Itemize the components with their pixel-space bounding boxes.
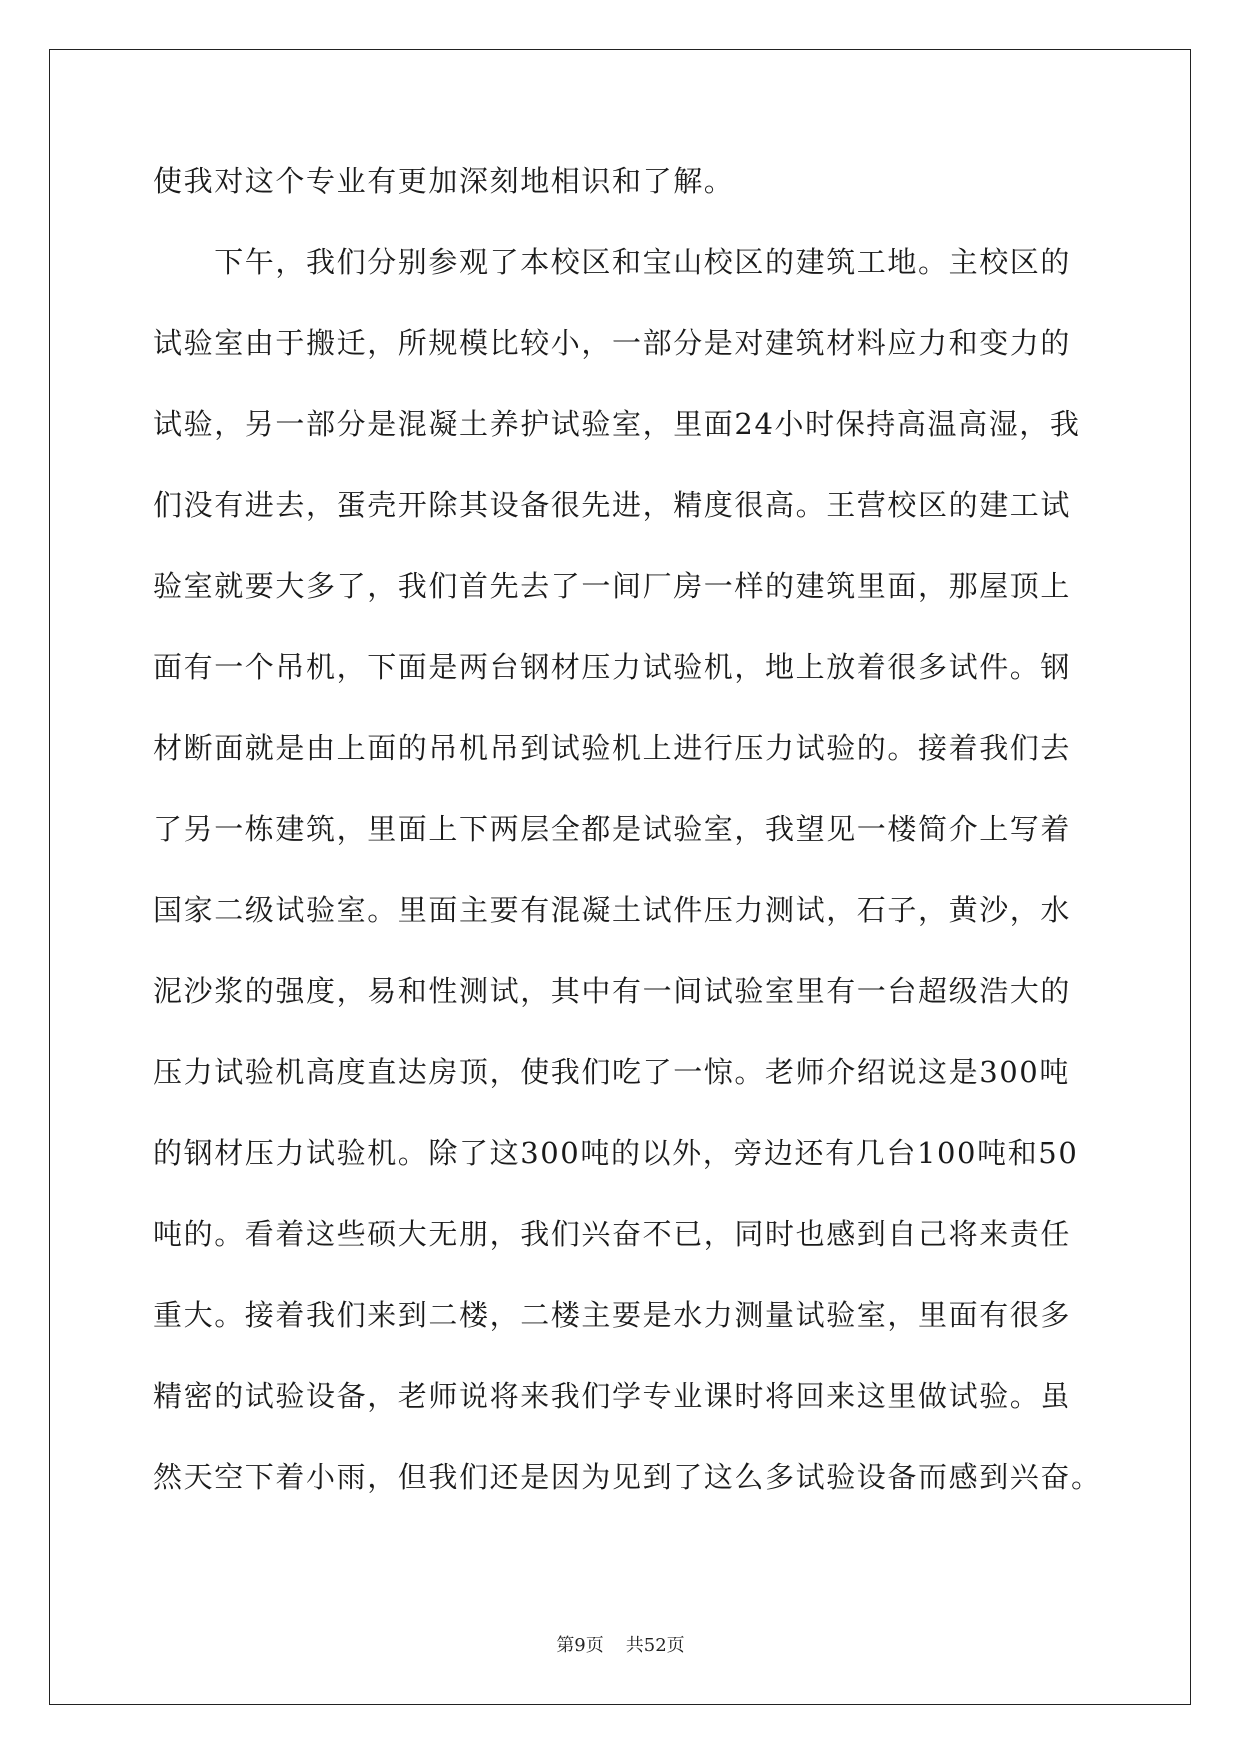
text-line: 试验室由于搬迁，所规模比较小，一部分是对建筑材料应力和变力的 [153,326,1072,360]
text-line: 然天空下着小雨，但我们还是因为见到了这么多试验设备而感到兴奋。 [153,1460,1102,1494]
text-line: 了另一栋建筑，里面上下两层全都是试验室，我望见一楼简介上写着 [153,812,1072,846]
page-total: 共52页 [625,1635,685,1656]
text-line: 精密的试验设备，老师说将来我们学专业课时将回来这里做试验。虽 [153,1379,1072,1413]
text-line: 验室就要大多了，我们首先去了一间厂房一样的建筑里面，那屋顶上 [153,569,1072,603]
text-line: 压力试验机高度直达房顶，使我们吃了一惊。老师介绍说这是300吨 [153,1055,1070,1089]
text-line: 重大。接着我们来到二楼，二楼主要是水力测量试验室，里面有很多 [153,1298,1072,1332]
text-line: 吨的。看着这些硕大无朋，我们兴奋不已，同时也感到自己将来责任 [153,1217,1072,1251]
text-line: 使我对这个专业有更加深刻地相识和了解。 [153,164,735,198]
text-line: 下午，我们分别参观了本校区和宝山校区的建筑工地。主校区的 [153,245,1072,279]
document-body [153,161,1102,1538]
page-number: 第9页 [556,1635,604,1656]
text-line: 的钢材压力试验机。除了这300吨的以外，旁边还有几台100吨和50 [153,1136,1079,1170]
text-line: 国家二级试验室。里面主要有混凝土试件压力测试，石子，黄沙，水 [153,893,1072,927]
text-line: 泥沙浆的强度，易和性测试，其中有一间试验室里有一台超级浩大的 [153,974,1072,1008]
text-line: 试验，另一部分是混凝土养护试验室，里面24小时保持高温高湿，我 [153,407,1081,441]
text-line: 材断面就是由上面的吊机吊到试验机上进行压力试验的。接着我们去 [153,731,1072,765]
page-footer [0,1631,1241,1657]
text-line: 面有一个吊机，下面是两台钢材压力试验机，地上放着很多试件。钢 [153,650,1072,684]
text-line: 们没有进去，蛋壳开除其设备很先进，精度很高。王营校区的建工试 [153,488,1072,522]
